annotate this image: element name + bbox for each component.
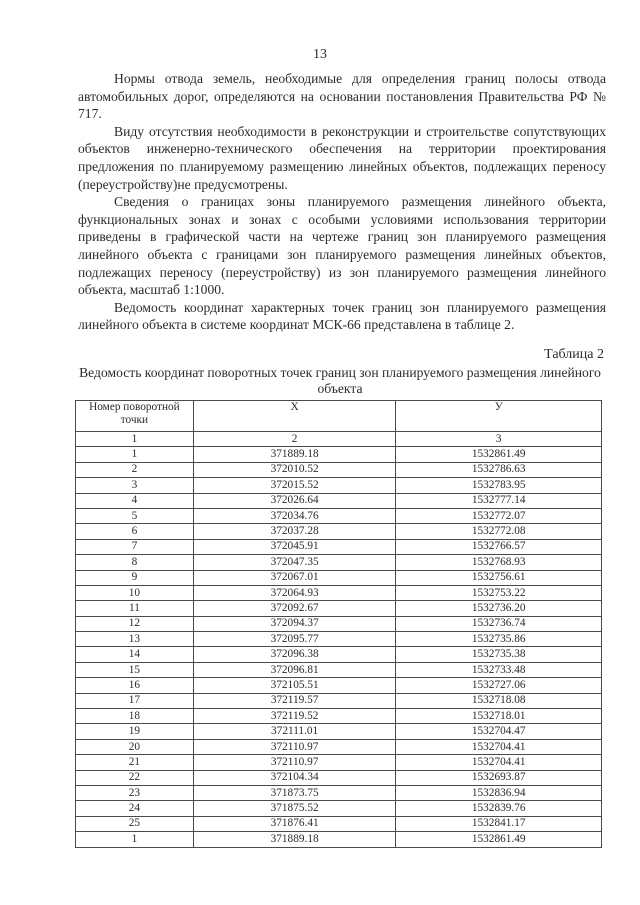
table-row (76, 585, 602, 600)
y-cell: 1532718.08 (396, 693, 602, 708)
coordinates-table (75, 400, 602, 848)
y-cell: 1532735.38 (396, 647, 602, 662)
x-cell: 372119.57 (193, 693, 396, 708)
y-cell: 1532766.57 (396, 539, 602, 554)
x-cell: 372034.76 (193, 508, 396, 523)
y-cell: 1532777.14 (396, 493, 602, 508)
x-cell: 372094.37 (193, 616, 396, 631)
x-cell: 372119.52 (193, 709, 396, 724)
x-cell: 372110.97 (193, 739, 396, 754)
table-row (76, 801, 602, 816)
point-number-cell: 20 (76, 739, 194, 754)
y-cell: 1532841.17 (396, 816, 602, 831)
point-number-cell: 25 (76, 816, 194, 831)
numbering-cell: 3 (396, 432, 602, 447)
point-number-cell: 1 (76, 832, 194, 847)
header-y: У (396, 401, 602, 432)
table-row (76, 647, 602, 662)
page-number: 13 (313, 47, 327, 62)
table-row (76, 616, 602, 631)
numbering-cell: 2 (193, 432, 396, 447)
y-cell: 1532861.49 (396, 832, 602, 847)
point-number-cell: 18 (76, 709, 194, 724)
point-number-cell: 3 (76, 478, 194, 493)
point-number-cell: 13 (76, 632, 194, 647)
table-row (76, 724, 602, 739)
table-row (76, 755, 602, 770)
x-cell: 372047.35 (193, 555, 396, 570)
table-numbering-row (76, 432, 602, 447)
paragraph: Ведомость координат характерных точек границ зон планируемого размещения линейного объекта в системе координат МСК-66 представлена в таблице 2. (78, 299, 606, 333)
y-cell: 1532704.41 (396, 739, 602, 754)
x-cell: 372045.91 (193, 539, 396, 554)
x-cell: 372105.51 (193, 678, 396, 693)
y-cell: 1532727.06 (396, 678, 602, 693)
table-row (76, 570, 602, 585)
table-row (76, 493, 602, 508)
y-cell: 1532735.86 (396, 632, 602, 647)
point-number-cell: 8 (76, 555, 194, 570)
y-cell: 1532836.94 (396, 785, 602, 800)
table-row (76, 816, 602, 831)
table-row (76, 770, 602, 785)
table-body (76, 447, 602, 847)
x-cell: 372037.28 (193, 524, 396, 539)
point-number-cell: 1 (76, 447, 194, 462)
y-cell: 1532768.93 (396, 555, 602, 570)
x-cell: 372092.67 (193, 601, 396, 616)
x-cell: 371889.18 (193, 447, 396, 462)
point-number-cell: 9 (76, 570, 194, 585)
y-cell: 1532786.63 (396, 462, 602, 477)
table-row (76, 709, 602, 724)
point-number-cell: 5 (76, 508, 194, 523)
table-row (76, 739, 602, 754)
y-cell: 1532772.07 (396, 508, 602, 523)
x-cell: 372015.52 (193, 478, 396, 493)
header-point-number: Номер поворотной точки (76, 401, 194, 432)
table-row (76, 601, 602, 616)
y-cell: 1532839.76 (396, 801, 602, 816)
y-cell: 1532693.87 (396, 770, 602, 785)
header-x: X (193, 401, 396, 432)
paragraph: Виду отсутствия необходимости в реконструкции и строительстве сопутствующих объектов инженерно-технического обеспечения на территории проектирования предложения по планируемому размещению линейных объектов, подлежащих переносу (переустройству)не предусмотрены. (78, 123, 606, 192)
x-cell: 372064.93 (193, 585, 396, 600)
x-cell: 371875.52 (193, 801, 396, 816)
y-cell: 1532753.22 (396, 585, 602, 600)
x-cell: 372067.01 (193, 570, 396, 585)
x-cell: 371876.41 (193, 816, 396, 831)
y-cell: 1532772.08 (396, 524, 602, 539)
point-number-cell: 15 (76, 662, 194, 677)
table-row (76, 508, 602, 523)
point-number-cell: 16 (76, 678, 194, 693)
y-cell: 1532756.61 (396, 570, 602, 585)
point-number-cell: 23 (76, 785, 194, 800)
table-header-row (76, 401, 602, 432)
y-cell: 1532704.41 (396, 755, 602, 770)
table-row (76, 524, 602, 539)
point-number-cell: 7 (76, 539, 194, 554)
point-number-cell: 12 (76, 616, 194, 631)
point-number-cell: 10 (76, 585, 194, 600)
y-cell: 1532733.48 (396, 662, 602, 677)
point-number-cell: 22 (76, 770, 194, 785)
table-row (76, 832, 602, 847)
table-row (76, 662, 602, 677)
table-row (76, 447, 602, 462)
x-cell: 372010.52 (193, 462, 396, 477)
table-row (76, 693, 602, 708)
x-cell: 372104.34 (193, 770, 396, 785)
x-cell: 372026.64 (193, 493, 396, 508)
point-number-cell: 11 (76, 601, 194, 616)
table-row (76, 555, 602, 570)
point-number-cell: 14 (76, 647, 194, 662)
y-cell: 1532783.95 (396, 478, 602, 493)
y-cell: 1532718.01 (396, 709, 602, 724)
point-number-cell: 21 (76, 755, 194, 770)
x-cell: 372111.01 (193, 724, 396, 739)
y-cell: 1532736.20 (396, 601, 602, 616)
point-number-cell: 6 (76, 524, 194, 539)
table-label: Таблица 2 (544, 347, 604, 362)
point-number-cell: 17 (76, 693, 194, 708)
y-cell: 1532861.49 (396, 447, 602, 462)
table-row (76, 678, 602, 693)
point-number-cell: 2 (76, 462, 194, 477)
x-cell: 372110.97 (193, 755, 396, 770)
point-number-cell: 4 (76, 493, 194, 508)
body-text (78, 70, 606, 334)
y-cell: 1532736.74 (396, 616, 602, 631)
table-row (76, 785, 602, 800)
table-title: Ведомость координат поворотных точек границ зон планируемого размещения линейного объекта (79, 365, 601, 396)
numbering-cell: 1 (76, 432, 194, 447)
paragraph: Нормы отвода земель, необходимые для определения границ полосы отвода автомобильных дорог, определяются на основании постановления Правительства РФ № 717. (78, 71, 606, 122)
point-number-cell: 24 (76, 801, 194, 816)
x-cell: 371873.75 (193, 785, 396, 800)
paragraph: Сведения о границах зоны планируемого размещения линейного объекта, функциональных зонах и зонах с особыми условиями использования территории приведены в графической части на чертеже границ зон планируемого размещения линейного объекта с границами зон планируемого размещения линейных объектов, подлежащих переносу (переустройству) из зон планируемого размещения линейного объекта, масштаб 1:1000. (78, 194, 606, 298)
x-cell: 372096.38 (193, 647, 396, 662)
table-row (76, 632, 602, 647)
point-number-cell: 19 (76, 724, 194, 739)
table-row (76, 539, 602, 554)
table-row (76, 478, 602, 493)
table-row (76, 462, 602, 477)
x-cell: 372096.81 (193, 662, 396, 677)
x-cell: 372095.77 (193, 632, 396, 647)
y-cell: 1532704.47 (396, 724, 602, 739)
x-cell: 371889.18 (193, 832, 396, 847)
